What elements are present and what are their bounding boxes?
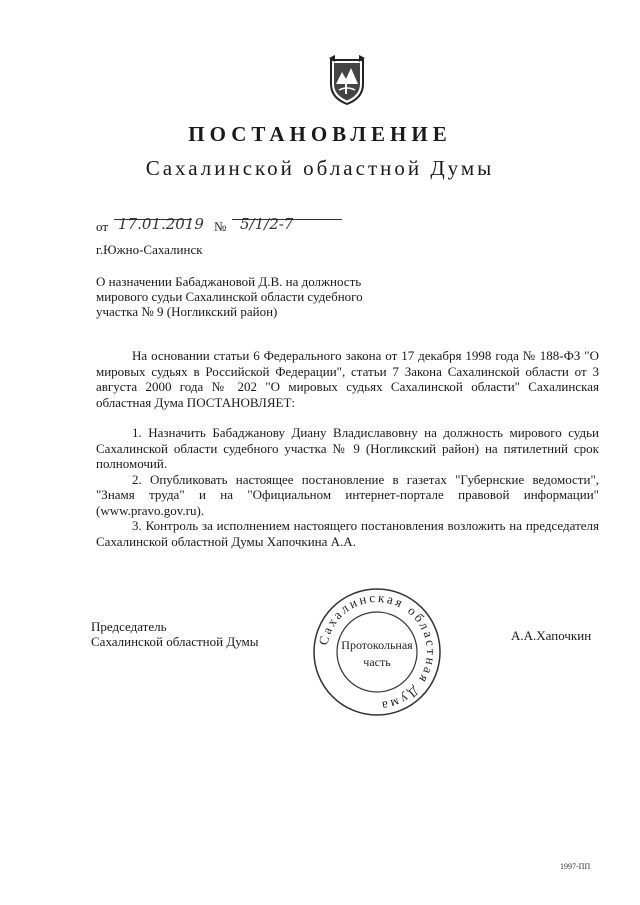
handwritten-date: 17.01.2019 (118, 215, 204, 233)
resolution-item: 2. Опубликовать настоящее постановление в газетах "Губернские ведомости", "Знамя труда" и на "Официальном интернет-портале правовой информации" (www.pravo.gov.ru). (96, 471, 599, 518)
stamp-ring-text: Сахалинская областная Дума (315, 589, 440, 715)
issuing-body: Сахалинской областной Думы (145, 156, 495, 180)
stamp-center-text: часть (363, 655, 391, 669)
preamble-paragraph: На основании статьи 6 Федерального закона от 17 декабря 1998 года № 188-ФЗ "О мировых судьях в Российской Федерации", статьи 7 Закона Сахалинской области от 3 августа 2000 года № 202 "О мировых судьях Сахалинской области" Сахалинская областная Дума ПОСТАНОВЛЯЕТ: (96, 348, 599, 410)
date-label: от (96, 219, 109, 234)
footer-code: 1997-ПП (560, 862, 591, 871)
document-body (96, 348, 599, 549)
resolution-item: 1. Назначить Бабаджанову Диану Владиславовну на должность мирового судьи Сахалинской области судебного участка № 9 (Ногликский район) на пятилетний срок полномочий. (96, 425, 599, 471)
city-name: г.Южно-Сахалинск (96, 242, 203, 257)
stamp-center-text: Протокольная (341, 638, 413, 652)
position-line: Председатель (91, 619, 167, 634)
subject-line: О назначении Бабаджановой Д.В. на должность (96, 274, 362, 289)
official-stamp (311, 586, 443, 718)
coat-of-arms-icon (327, 54, 367, 106)
date-number-line (96, 215, 356, 237)
number-label: № (214, 219, 227, 234)
position-line: Сахалинской областной Думы (91, 634, 259, 649)
signatory-name: А.А.Хапочкин (511, 628, 592, 643)
document-title: ПОСТАНОВЛЕНИЕ (188, 122, 452, 146)
resolution-item: 3. Контроль за исполнением настоящего постановления возложить на председателя Сахалинской областной Думы Хапочкина А.А. (96, 518, 599, 549)
subject-line: мирового судьи Сахалинской области судебного (96, 289, 363, 304)
subject-line: участка № 9 (Ногликский район) (96, 304, 278, 319)
signatory-position (91, 619, 259, 649)
subject-block (96, 274, 363, 319)
handwritten-number: 5/1/2-7 (240, 215, 294, 233)
